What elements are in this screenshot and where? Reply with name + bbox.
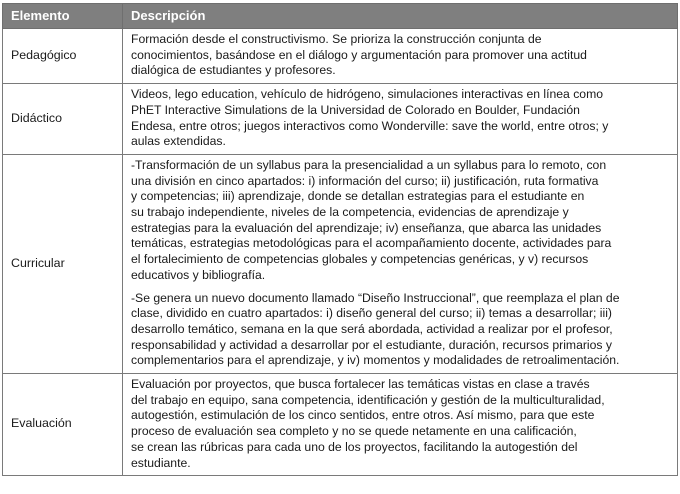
elements-table: [2, 3, 678, 476]
description-paragraph: Videos, lego education, vehículo de hidrógeno, simulaciones interactivas en línea como PhET Interactive Simulations de la Universidad de Colorado en Boulder, Fundación Endesa, entre otros; juegos interactivos como Wonderville: save the world, entre otros; y aulas extendidas.: [131, 87, 609, 149]
table-row: [3, 84, 678, 155]
row-description: [123, 84, 678, 155]
row-label-evaluacion: Evaluación: [3, 374, 123, 476]
description-paragraph: -Se genera un nuevo documento llamado “Diseño Instruccional”, que reemplaza el plan de clase, dividido en cuatro apartados: i) diseño general del curso; ii) temas a desarrollar; iii) desarrollo temático, semana en la que será abordada, actividad a realizar por el profesor, responsabilidad y actividad a desarrollar por el estudiante, duración, recursos primarios y complementarios para el aprendizaje, y iv) momentos y modalidades de retroalimentación.: [131, 290, 620, 368]
row-label-pedagogico: Pedagógico: [3, 29, 123, 84]
row-description: [123, 154, 678, 373]
row-description: [123, 29, 678, 84]
description-paragraph: -Transformación de un syllabus para la presencialidad a un syllabus para lo remoto, con una división en cinco apartados: i) información del curso; ii) justificación, ruta formativa y competencias; iii) aprendizaje, donde se detallan estrategias para el estudiante en su trabajo independiente, niveles de la competencia, evidencias de aprendizaje y estrategias para la evaluación del aprendizaje; iv) enseñanza, que abarca las unidades temáticas, estrategias metodológicas para el acompañamiento docente, actividades para el fortalecimiento de competencias globales y competencias genéricas, y v) recursos educativos y bibliografía.: [131, 157, 612, 282]
row-label-curricular: Curricular: [3, 154, 123, 373]
table-row: [3, 29, 678, 84]
table-row: [3, 154, 678, 373]
row-description: [123, 374, 678, 476]
header-row: [3, 4, 678, 29]
description-paragraph: Evaluación por proyectos, que busca fortalecer las temáticas vistas en clase a través del trabajo en equipo, sana competencia, identificación y gestión de la multiculturalidad, autogestión, estimulación de los cinco sentidos, entre otros. Así mismo, para que este proceso de evaluación sea completo y no se quede netamente en una calificación, se crean las rúbricas para cada uno de los proyectos, facilitando la autogestión del estudiante.: [131, 377, 605, 470]
table-row: [3, 374, 678, 476]
header-descripcion: Descripción: [123, 4, 678, 29]
row-label-didactico: Didáctico: [3, 84, 123, 155]
description-paragraph: Formación desde el constructivismo. Se prioriza la construcción conjunta de conocimientos, basándose en el diálogo y argumentación para promover una actitud dialógica de estudiantes y profesores.: [131, 32, 587, 78]
header-elemento: Elemento: [3, 4, 123, 29]
